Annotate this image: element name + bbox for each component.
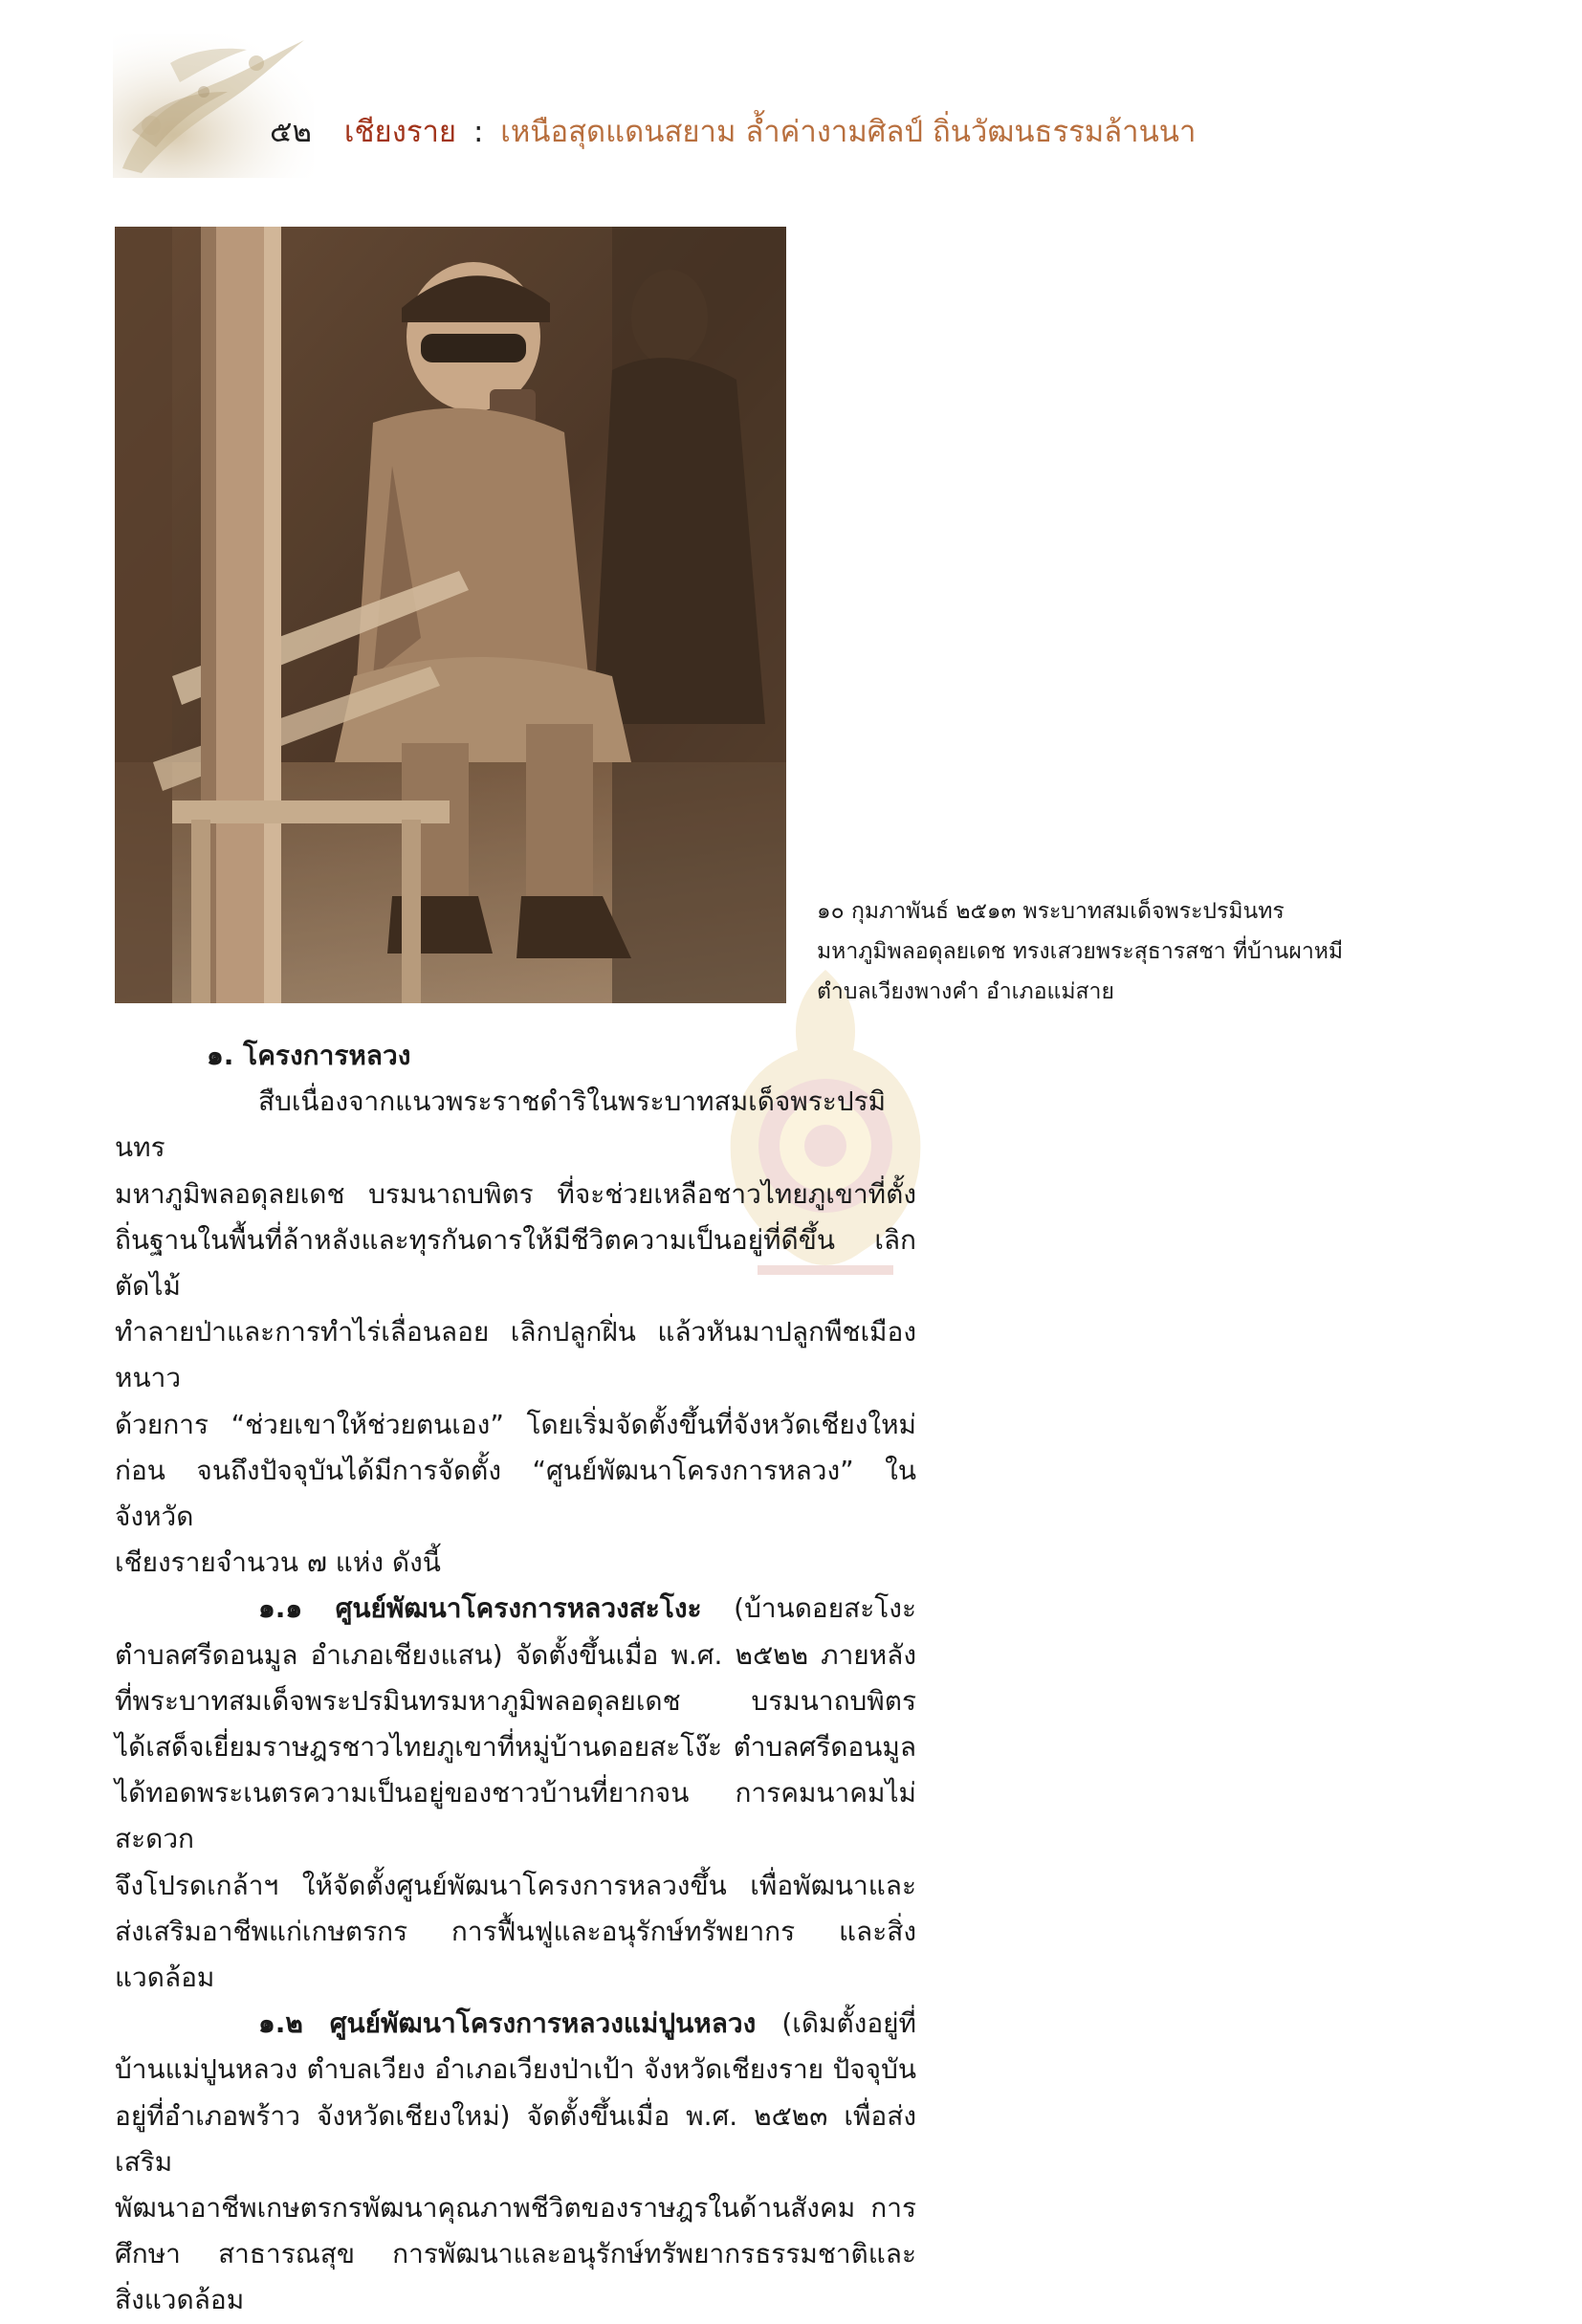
paragraph-line: ถิ่นฐานในพื้นที่ล้าหลังและทุรกันดารให้มีชีวิตความเป็นอยู่ที่ดีขึ้น เลิกตัดไม้: [115, 1223, 916, 1303]
paragraph-line: บ้านแม่ปูนหลวง ตำบลเวียง อำเภอเวียงป่าเป้า จังหวัดเชียงราย ปัจจุบัน: [115, 2053, 916, 2086]
caption-line: มหาภูมิพลอดุลยเดช ทรงเสวยพระสุธารสชา ที่บ้านผาหมี: [817, 939, 1344, 964]
paragraph-line: ที่พระบาทสมเด็จพระปรมินทรมหาภูมิพลอดุลยเดช บรมนาถบพิตร: [115, 1684, 916, 1717]
paragraph-line: ด้วยการ “ช่วยเขาให้ช่วยตนเอง” โดยเริ่มจัดตั้งขึ้นที่จังหวัดเชียงใหม่: [115, 1408, 916, 1440]
subsection-first-line: [115, 2001, 916, 2047]
paragraph-line: ได้เสด็จเยี่ยมราษฎรชาวไทยภูเขาที่หมู่บ้านดอยสะโง๊ะ ตำบลศรีดอนมูล: [115, 1731, 916, 1764]
paragraph-line: ส่งเสริมอาชีพแก่เกษตรกร การฟื้นฟูและอนุรักษ์ทรัพยากร และสิ่งแวดล้อม: [115, 1915, 916, 1994]
body-text: [115, 1033, 916, 2324]
paragraph-line: มหาภูมิพลอดุลยเดช บรมนาถบพิตร ที่จะช่วยเหลือชาวไทยภูเขาที่ตั้ง: [115, 1177, 916, 1210]
corner-flower-ornament: [113, 34, 314, 178]
book-title-main: เชียงราย: [343, 115, 457, 149]
subsection-first-text: (บ้านดอยสะโงะ: [701, 1592, 917, 1625]
book-title-separator: :: [472, 115, 484, 149]
paragraph-line: ได้ทอดพระเนตรความเป็นอยู่ของชาวบ้านที่ยากจน การคมนาคมไม่สะดวก: [115, 1777, 916, 1855]
paragraph-line: เชียงรายจำนวน ๗ แห่ง ดังนี้: [115, 1546, 441, 1579]
paragraph-line: สิ่งแวดล้อม: [115, 2284, 245, 2316]
paragraph-line: อยู่ที่อำเภอพร้าว จังหวัดเชียงใหม่) จัดตั้งขึ้นเมื่อ พ.ศ. ๒๕๒๓ เพื่อส่งเสริม: [115, 2099, 916, 2178]
page-number: ๕๒: [270, 115, 312, 149]
photo-caption: [817, 891, 1391, 1012]
subsection-first-text: (เดิมตั้งอยู่ที่: [756, 2007, 916, 2040]
paragraph-line: พัฒนาอาชีพเกษตรกรพัฒนาคุณภาพชีวิตของราษฎรในด้านสังคม การ: [115, 2192, 916, 2225]
subsection-title: ๑.๑ ศูนย์พัฒนาโครงการหลวงสะโงะ: [258, 1592, 702, 1625]
historical-photo: [115, 227, 786, 1003]
paragraph-line: ตำบลศรีดอนมูล อำเภอเชียงแสน) จัดตั้งขึ้นเมื่อ พ.ศ. ๒๕๒๒ ภายหลัง: [115, 1638, 916, 1671]
paragraph-line: ก่อน จนถึงปัจจุบันได้มีการจัดตั้ง “ศูนย์พัฒนาโครงการหลวง” ในจังหวัด: [115, 1454, 916, 1533]
subsection-title: ๑.๒ ศูนย์พัฒนาโครงการหลวงแม่ปูนหลวง: [258, 2007, 757, 2040]
paragraph-line: สืบเนื่องจากแนวพระราชดำริในพระบาทสมเด็จพระปรมินทร: [115, 1085, 887, 1164]
section-heading: ๑. โครงการหลวง: [207, 1040, 411, 1071]
book-title: [344, 107, 1196, 155]
subsection-first-line: [115, 1586, 916, 1632]
paragraph-line: ทำลายป่าและการทำไร่เลื่อนลอย เลิกปลูกฝิ่น แล้วหันมาปลูกพืชเมืองหนาว: [115, 1316, 916, 1394]
running-header: [270, 107, 1196, 155]
book-title-subtitle: เหนือสุดแดนสยาม ล้ำค่างามศิลป์ ถิ่นวัฒนธรรมล้านนา: [500, 115, 1197, 149]
paragraph-line: จึงโปรดเกล้าฯ ให้จัดตั้งศูนย์พัฒนาโครงการหลวงขึ้น เพื่อพัฒนาและ: [115, 1869, 916, 1901]
paragraph-line: ศึกษา สาธารณสุข การพัฒนาและอนุรักษ์ทรัพยากรธรรมชาติและ: [115, 2238, 916, 2270]
caption-line: ๑๐ กุมภาพันธ์ ๒๕๑๓ พระบาทสมเด็จพระปรมินทร: [817, 899, 1285, 924]
caption-line: ตำบลเวียงพางคำ อำเภอแม่สาย: [817, 979, 1114, 1004]
